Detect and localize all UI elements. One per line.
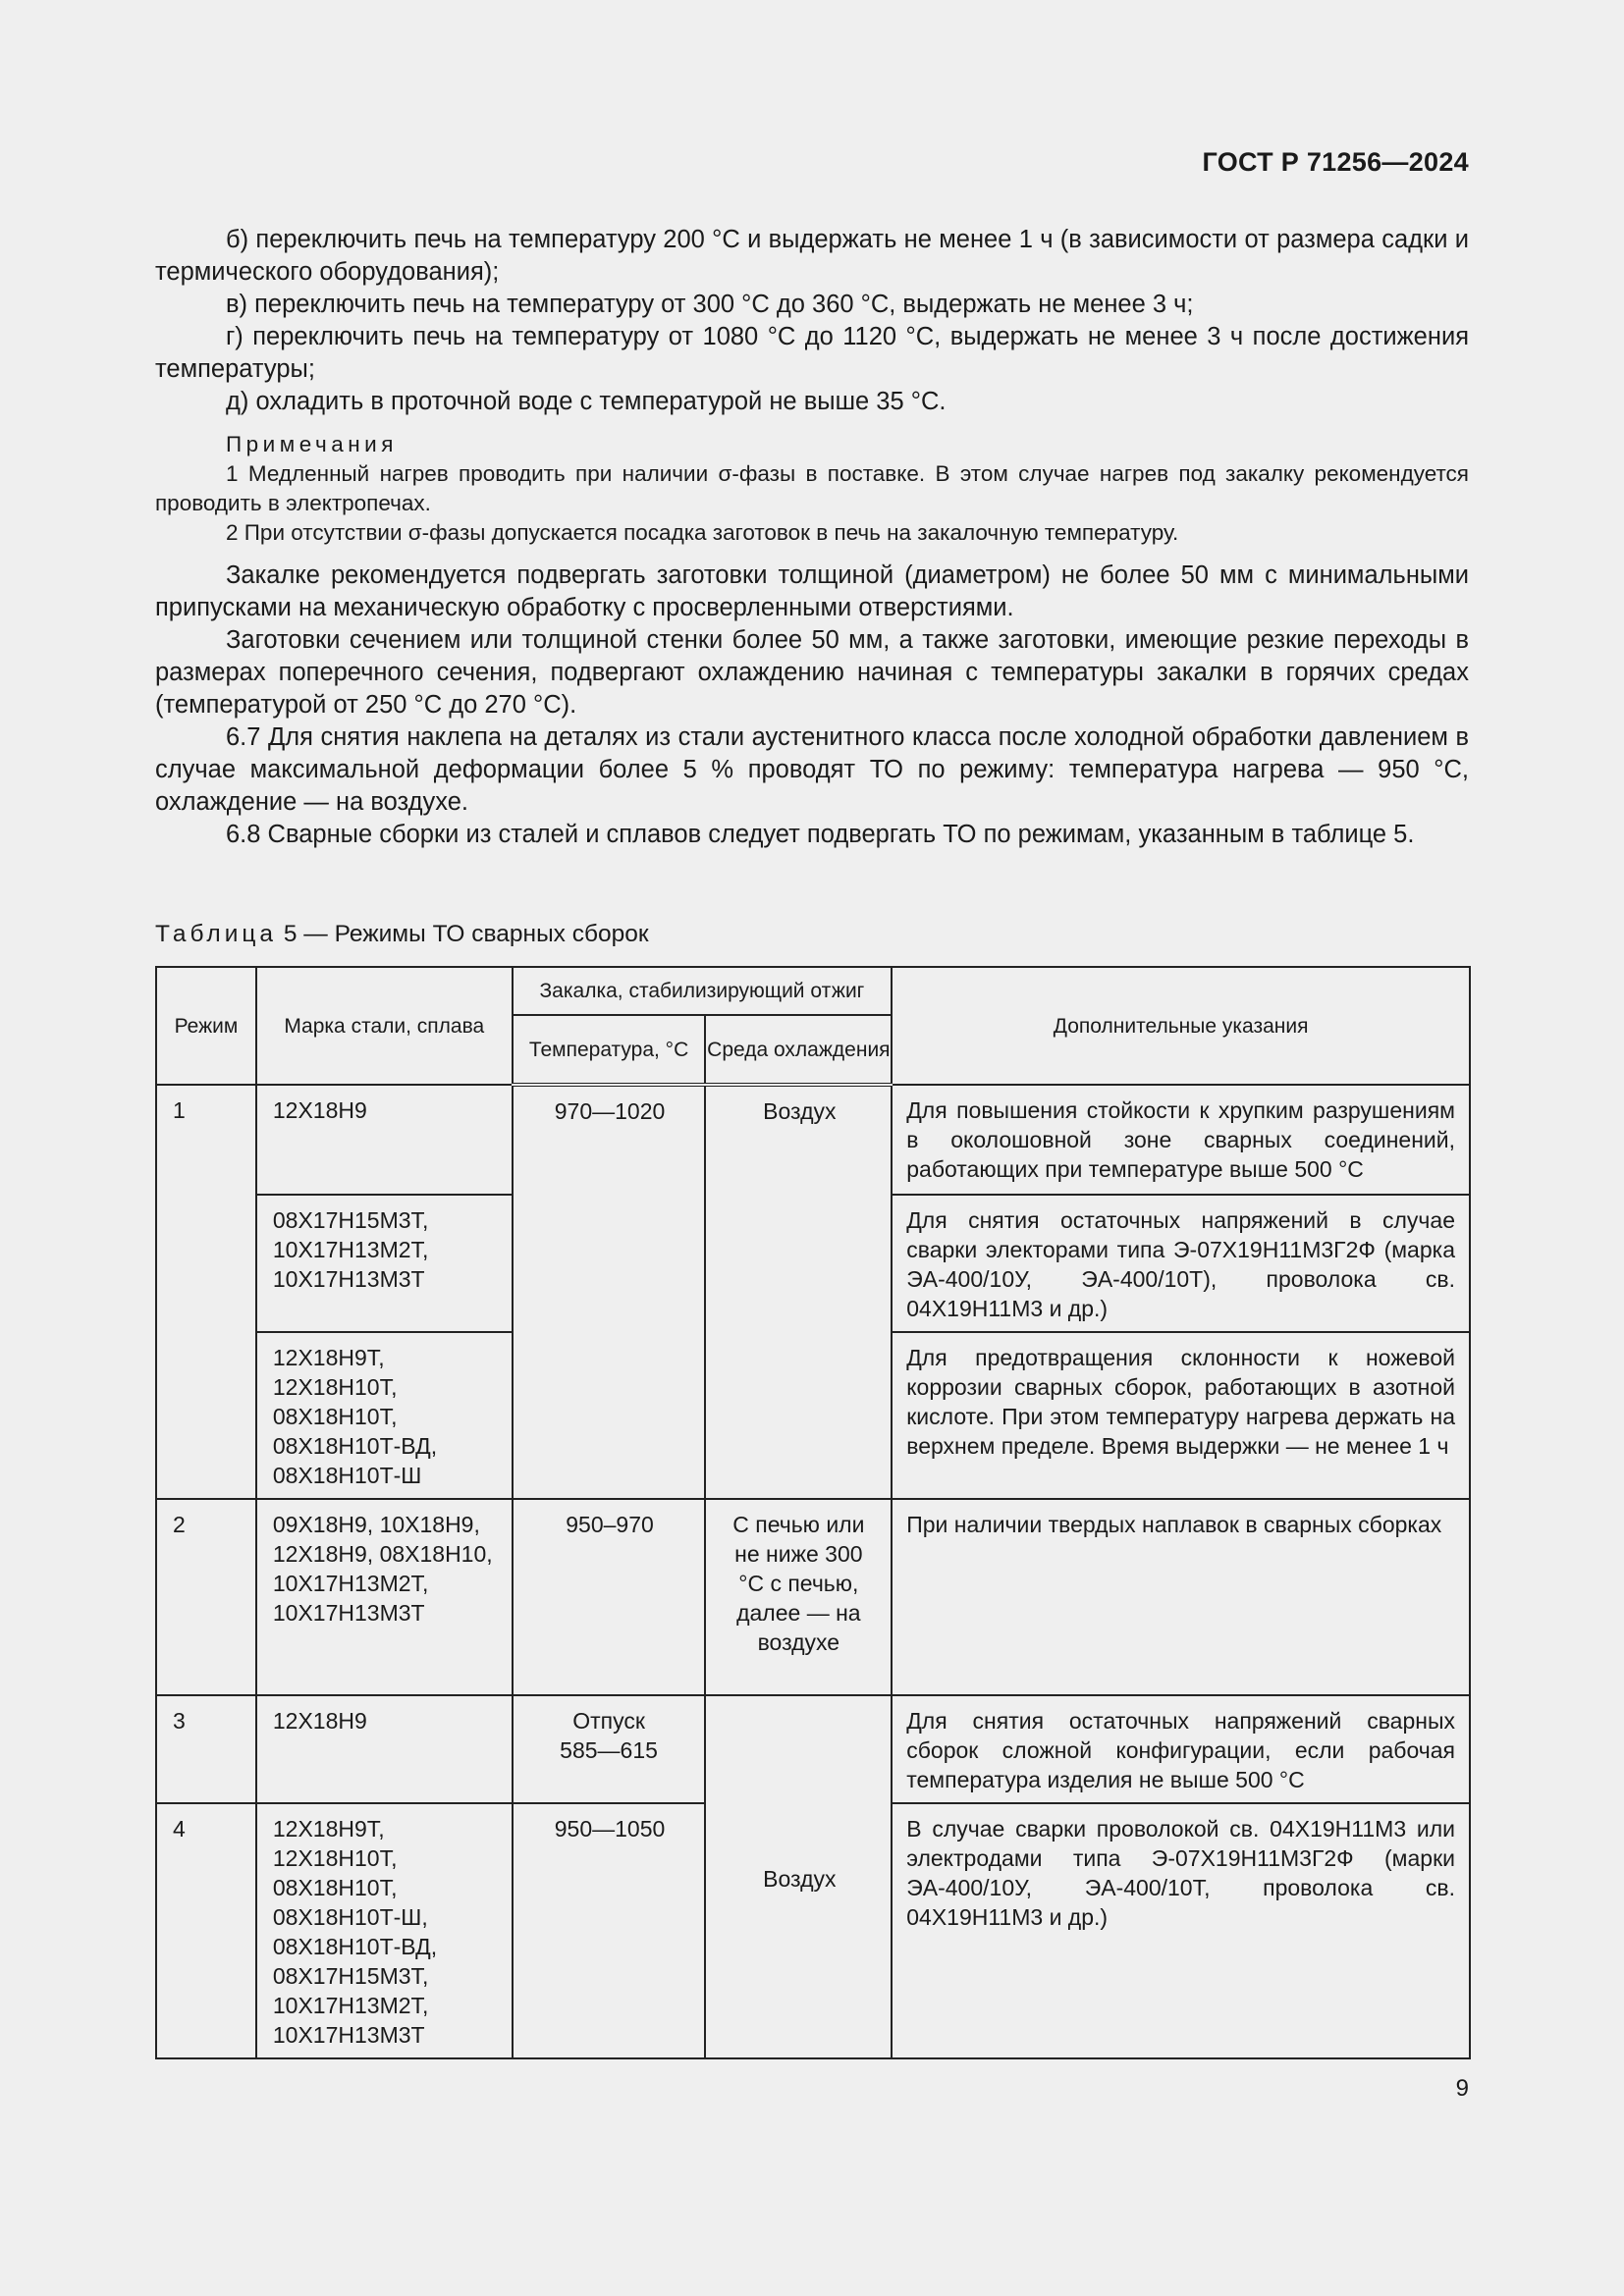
grade-cell: 08Х17Н15М3Т, 10Х17Н13М2Т, 10Х17Н13М3Т bbox=[256, 1195, 513, 1332]
mode-cell: 3 bbox=[156, 1695, 256, 1803]
note-cell: Для снятия остаточных напряжений в случае сварки электорами типа Э-07Х19Н11М3Г2Ф (марка ЭА-400/10У, ЭА-400/10Т), проволока св. 04Х19Н11М3 и др.) bbox=[892, 1195, 1470, 1332]
body-text bbox=[155, 224, 1469, 851]
temperature-cell: 950–970 bbox=[513, 1499, 706, 1695]
notes-block bbox=[155, 430, 1469, 548]
grade-cell: 09Х18Н9, 10Х18Н9, 12Х18Н9, 08Х18Н10, 10Х17Н13М2Т, 10Х17Н13М3Т bbox=[256, 1499, 513, 1695]
list-item-b: б) переключить печь на температуру 200 °С и выдержать не менее 1 ч (в зависимости от размера садки и термического оборудования); bbox=[155, 226, 1469, 286]
document-code: ГОСТ Р 71256—2024 bbox=[1202, 147, 1469, 177]
header-temperature: Температура, °С bbox=[513, 1015, 706, 1085]
mode-cell: 2 bbox=[156, 1499, 256, 1695]
paragraph-quenching: Закалке рекомендуется подвергать заготовки толщиной (диаметром) не более 50 мм с минимальными припусками на механическую обработку с просверленными отверстиями. bbox=[155, 561, 1469, 621]
heat-treatment-table bbox=[155, 966, 1471, 2059]
note-cell: При наличии твердых наплавок в сварных сборках bbox=[892, 1499, 1470, 1695]
header-mode: Режим bbox=[156, 967, 256, 1085]
note-cell: Для снятия остаточных напряжений сварных сборок сложной конфигурации, если рабочая температура изделия не выше 500 °С bbox=[892, 1695, 1470, 1803]
temperature-cell: 970—1020 bbox=[513, 1085, 706, 1499]
table-row bbox=[156, 1499, 1470, 1695]
grade-cell: 12Х18Н9Т, 12Х18Н10Т, 08Х18Н10Т, 08Х18Н10Т-ВД, 08Х18Н10Т-Ш bbox=[256, 1332, 513, 1499]
list-item-v: в) переключить печь на температуру от 300 °С до 360 °С, выдержать не менее 3 ч; bbox=[226, 291, 1194, 318]
note-cell: В случае сварки проволокой св. 04Х19Н11М3 или электродами типа Э-07Х19Н11М3Г2Ф (марки ЭА-400/10У, ЭА-400/10Т, проволока св. 04Х19Н11М3 и др.) bbox=[892, 1803, 1470, 2058]
list-item-g: г) переключить печь на температуру от 1080 °С до 1120 °С, выдержать не менее 3 ч после достижения температуры; bbox=[155, 323, 1469, 383]
table-caption bbox=[155, 921, 649, 948]
notes-title: Примечания bbox=[226, 432, 398, 456]
list-item-d: д) охладить в проточной воде с температурой не выше 35 °С. bbox=[226, 388, 947, 415]
note-cell: Для предотвращения склонности к ножевой коррозии сварных сборок, работающих в азотной кислоте. При этом температуру нагрева держать на верхнем пределе. Время выдержки — не менее 1 ч bbox=[892, 1332, 1470, 1499]
mode-cell: 1 bbox=[156, 1085, 256, 1499]
note-1: 1 Медленный нагрев проводить при наличии σ-фазы в поставке. В этом случае нагрев под закалку рекомендуется проводить в электропечах. bbox=[155, 461, 1469, 515]
paragraph-6-8: 6.8 Сварные сборки из сталей и сплавов следует подвергать ТО по режимам, указанным в таблице 5. bbox=[226, 821, 1415, 848]
header-notes: Дополнительные указания bbox=[892, 967, 1470, 1085]
temperature-cell: 950—1050 bbox=[513, 1803, 706, 2058]
grade-cell: 12Х18Н9 bbox=[256, 1085, 513, 1195]
header-grade: Марка стали, сплава bbox=[256, 967, 513, 1085]
header-cooling: Среда охлаждения bbox=[705, 1015, 892, 1085]
table-caption-word: Таблица bbox=[155, 921, 278, 947]
paragraph-6-7: 6.7 Для снятия наклепа на деталях из стали аустенитного класса после холодной обработки давлением в случае максимальной деформации более 5 % проводят ТО по режиму: температура нагрева — 950 °С, охлаждение — на воздухе. bbox=[155, 723, 1469, 816]
page-number: 9 bbox=[1455, 2075, 1469, 2102]
cooling-cell: С печью или не ниже 300 °С с печью, далее — на воздухе bbox=[705, 1499, 892, 1695]
cooling-cell: Воздух bbox=[705, 1695, 892, 2058]
table-caption-text: 5 — Режимы ТО сварных сборок bbox=[283, 921, 649, 947]
temperature-cell: Отпуск 585—615 bbox=[513, 1695, 706, 1803]
grade-cell: 12Х18Н9Т, 12Х18Н10Т, 08Х18Н10Т, 08Х18Н10Т-Ш, 08Х18Н10Т-ВД, 08Х17Н15М3Т, 10Х17Н13М2Т, 10Х17Н13М3Т bbox=[256, 1803, 513, 2058]
table-row bbox=[156, 1695, 1470, 1803]
mode-cell: 4 bbox=[156, 1803, 256, 2058]
paragraph-blanks: Заготовки сечением или толщиной стенки более 50 мм, а также заготовки, имеющие резкие переходы в размерах поперечного сечения, подвергают охлаждению начиная с температуры закалки в горячих средах (температурой от 250 °С до 270 °С). bbox=[155, 626, 1469, 719]
table-row bbox=[156, 1085, 1470, 1195]
note-2: 2 При отсутствии σ-фазы допускается посадка заготовок в печь на закалочную температуру. bbox=[226, 520, 1179, 545]
note-cell: Для повышения стойкости к хрупким разрушениям в околошовной зоне сварных соединений, работающих при температуре выше 500 °С bbox=[892, 1085, 1470, 1195]
grade-cell: 12Х18Н9 bbox=[256, 1695, 513, 1803]
header-quench-group: Закалка, стабилизирующий отжиг bbox=[513, 967, 893, 1015]
cooling-cell: Воздух bbox=[705, 1085, 892, 1499]
